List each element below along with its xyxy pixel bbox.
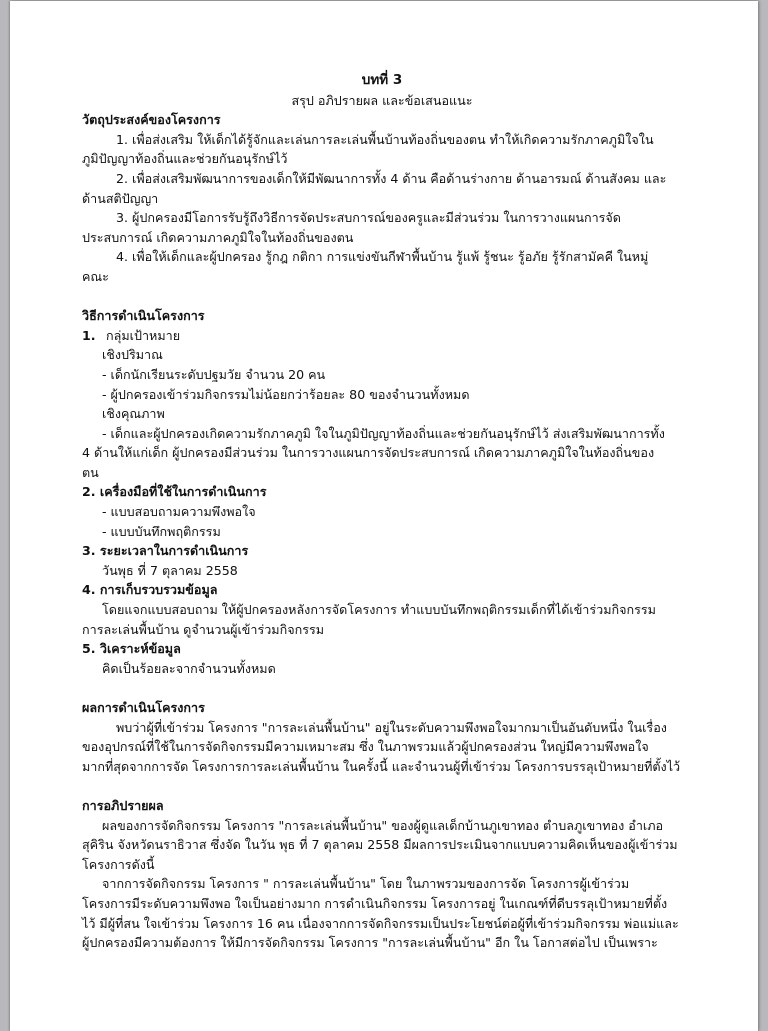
collection-line: โดยแจกแบบสอบถาม ให้ผู้ปกครองหลังการจัดโครงการ ทำแบบบันทึกพฤติกรรมเด็กที่ได้เข้าร่วมกิจกรรม (102, 602, 656, 618)
item-number: 1. (82, 327, 96, 343)
spacer (82, 776, 682, 796)
objective-line: 4. เพื่อให้เด็กและผู้ปกครอง รู้กฎ กติกา การแข่งขันกีฬาพื้นบ้าน รู้แพ้ รู้ชนะ รู้อภัย รู้รักสามัคคี ในหมู่ (116, 249, 649, 265)
method-item-1 (82, 326, 682, 346)
chapter-subtitle: สรุป อภิปรายผล และข้อเสนอแนะ (291, 92, 473, 108)
method-item-4-title: 4. การเก็บรวบรวมข้อมูล (82, 582, 218, 598)
tool-item: - แบบบันทึกพฤติกรรม (102, 523, 221, 539)
discussion-line: ผู้ปกครองมีความต้องการ ให้มีการจัดกิจกรรม โครงการ "การละเล่นพื้นบ้าน" อีก ใน โอกาสต่อไป เป็นเพราะ (82, 935, 658, 951)
discussion-section (82, 796, 682, 953)
results-section (82, 698, 682, 776)
method-item-5-title: 5. วิเคราะห์ข้อมูล (82, 641, 181, 657)
discussion-line: สุคิริน จังหวัดนราธิวาส ซึ่งจัด ในวัน พุธ ที่ 7 ตุลาคม 2558 มีผลการประเมินจากแบบความคิดเห็นของผู้เข้าร่วม (82, 837, 678, 853)
quantitative-item: - เด็กนักเรียนระดับปฐมวัย จำนวน 20 คน (102, 366, 326, 382)
objective-line: 1. เพื่อส่งเสริม ให้เด็กได้รู้จักและเล่นการละเล่นพื้นบ้านท้องถิ่นของตน ทำให้เกิดความรักภาคภูมิใจใน (116, 131, 654, 147)
objective-line: 2. เพื่อส่งเสริมพัฒนาการของเด็กให้มีพัฒนาการทั้ง 4 ด้าน คือด้านร่างกาย ด้านอารมณ์ ด้านสังคม และ (116, 170, 667, 186)
objective-line: ภูมิปัญญาท้องถิ่นและช่วยกันอนุรักษ์ไว้ (82, 151, 288, 167)
analysis-text: คิดเป็นร้อยละจากจำนวนทั้งหมด (102, 660, 276, 676)
spacer (82, 287, 682, 307)
discussion-line: ผลของการจัดกิจกรรม โครงการ "การละเล่นพื้นบ้าน" ของผู้ดูแลเด็กบ้านภูเขาทอง ตำบลภูเขาทอง อำเภอ (102, 817, 664, 833)
period-text: วันพุธ ที่ 7 ตุลาคม 2558 (102, 562, 238, 578)
objective-line: คณะ (82, 268, 109, 284)
discussion-line: จากการจัดกิจกรรม โครงการ " การละเล่นพื้นบ้าน" โดย ในภาพรวมของการจัด โครงการผู้เข้าร่วม (102, 876, 630, 892)
objective-line: ประสบการณ์ เกิดความภาคภูมิใจในท้องถิ่นของตน (82, 229, 354, 245)
objective-line: ด้านสติปัญญา (82, 190, 159, 206)
discussion-heading: การอภิปรายผล (82, 797, 164, 813)
quantitative-item: - ผู้ปกครองเข้าร่วมกิจกรรมไม่น้อยกว่าร้อยละ 80 ของจำนวนทั้งหมด (102, 386, 470, 402)
qualitative-line: ตน (82, 464, 99, 480)
qualitative-line: - เด็กและผู้ปกครองเกิดความรักภาคภูมิ ใจในภูมิปัญญาท้องถิ่นและช่วยกันอนุรักษ์ไว้ ส่งเสริมพัฒนาการทั้ง (102, 425, 665, 441)
method-item-3-title: 3. ระยะเวลาในการดำเนินการ (82, 543, 249, 559)
discussion-line: โครงการมีระดับความพึงพอ ใจเป็นอย่างมาก การดำเนินกิจกรรม โครงการอยู่ ในเกณฑ์ที่ดีบรรลุเป้าหมายที่ตั้ง (82, 895, 668, 911)
chapter-title: บทที่ 3 (361, 72, 403, 88)
discussion-line: ไว้ มีผู้ที่สน ใจเข้าร่วม โครงการ 16 คน เนื่องจากการจัดกิจกรรมเป็นประโยชน์ต่อผู้ที่เข้าร่วมกิจกรรม พ่อแม่และ (82, 915, 679, 931)
quantitative-label: เชิงปริมาณ (102, 347, 163, 363)
results-line: ของอุปกรณ์ที่ใช้ในการจัดกิจกรรมมีความเหมาะสม ซึ่ง ในภาพรวมแล้วผู้ปกครองส่วน ใหญ่มีความพึงพอใจ (82, 739, 649, 755)
results-heading: ผลการดำเนินโครงการ (82, 700, 205, 715)
methods-section (82, 306, 682, 678)
results-line: มากที่สุดจากการจัด โครงการการละเล่นพื้นบ้าน ในครั้งนี้ และจำนวนผู้ที่เข้าร่วม โครงการบรรลุเป้าหมายที่ตั้งไว้ (82, 758, 681, 774)
qualitative-label: เชิงคุณภาพ (102, 406, 165, 422)
qualitative-line: 4 ด้านให้แก่เด็ก ผู้ปกครองมีส่วนร่วม ในการวางแผนการจัดประสบการณ์ เกิดความภาคภูมิใจในท้องถิ่นของ (82, 445, 655, 461)
tool-item: - แบบสอบถามความพึงพอใจ (102, 504, 256, 520)
methods-heading: วิธีการดำเนินโครงการ (82, 308, 205, 324)
objective-line: 3. ผู้ปกครองมีโอการรับรู้ถึงวิธีการจัดประสบการณ์ของครูและมีส่วนร่วม ในการวางแผนการจัด (116, 210, 621, 226)
objectives-heading: วัตถุประสงค์ของโครงการ (82, 112, 221, 128)
method-item-2-title: 2. เครื่องมือที่ใช้ในการดำเนินการ (82, 484, 267, 500)
item-title: กลุ่มเป้าหมาย (106, 327, 181, 343)
page-content (82, 71, 682, 953)
results-line: พบว่าผู้ที่เข้าร่วม โครงการ "การละเล่นพื้นบ้าน" อยู่ในระดับความพึงพอใจมากมาเป็นอันดับหนึ่ง ในเรื่อง (116, 719, 667, 735)
collection-line: การละเล่นพื้นบ้าน ดูจำนวนผู้เข้าร่วมกิจกรรม (82, 621, 325, 637)
discussion-line: โครงการดังนี้ (82, 856, 155, 872)
spacer (82, 678, 682, 698)
document-page (10, 1, 758, 1031)
objectives-section (82, 110, 682, 286)
